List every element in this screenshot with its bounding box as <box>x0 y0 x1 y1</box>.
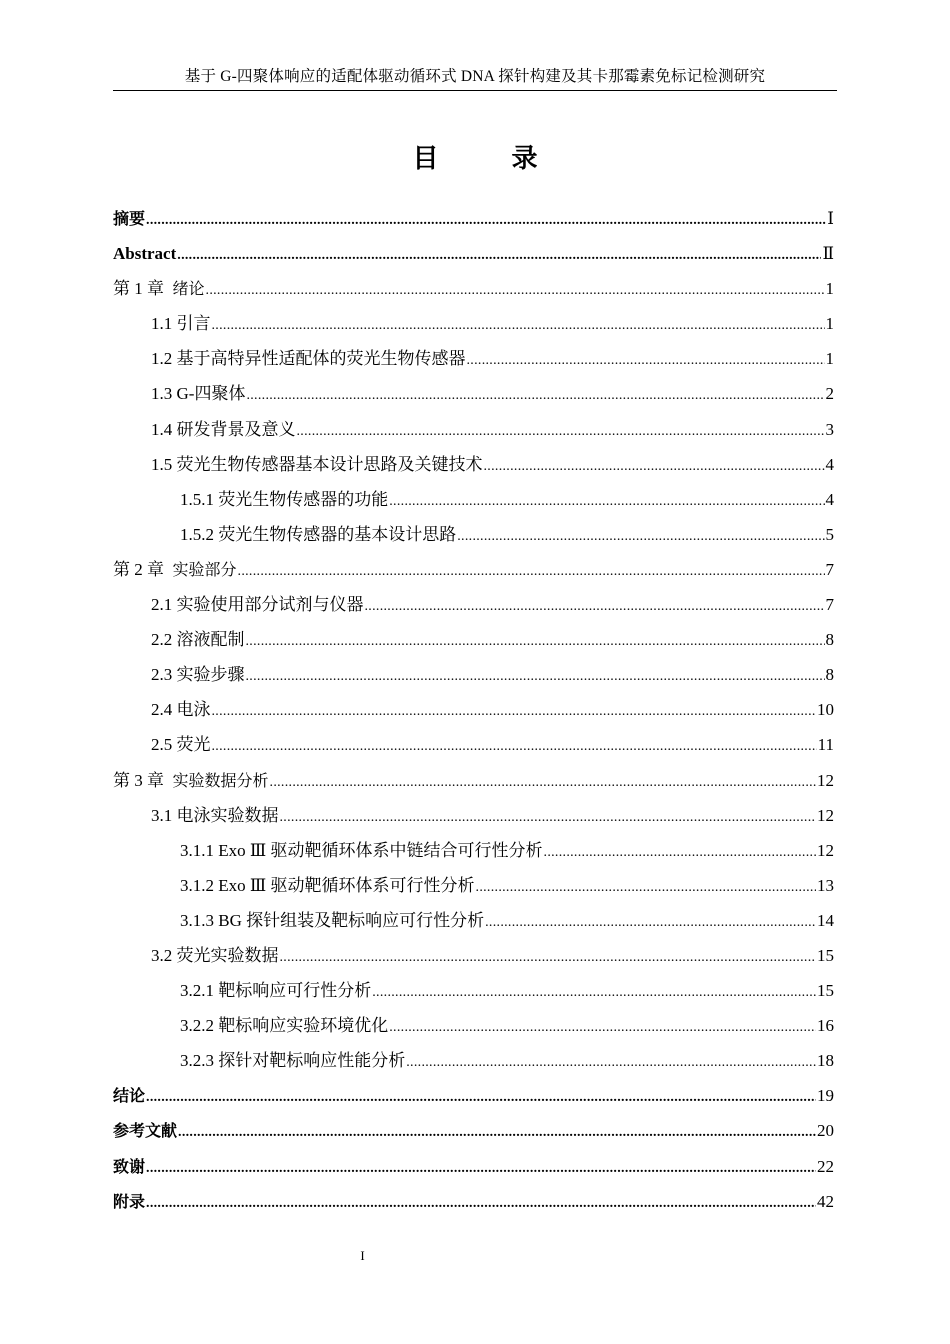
chapter-number: 第 2 章 <box>113 559 164 579</box>
dot-leader <box>406 1045 816 1080</box>
toc-entry-page: 4 <box>825 454 834 474</box>
toc-entry-label: 2.2 溶液配制 <box>151 630 245 650</box>
dot-leader <box>280 800 817 835</box>
header-rule <box>113 90 837 91</box>
chapter-number: 第 3 章 <box>113 770 164 790</box>
toc-entry-page: 3 <box>825 419 834 439</box>
toc-entry[interactable] <box>113 798 834 833</box>
dot-leader <box>372 975 816 1010</box>
toc-entry[interactable] <box>113 973 834 1008</box>
toc-entry[interactable] <box>113 1184 834 1219</box>
dot-leader <box>389 1010 816 1045</box>
dot-leader <box>544 835 816 870</box>
dot-leader <box>389 484 824 519</box>
toc-entry-page: 10 <box>817 700 834 720</box>
toc-entry-page: Ⅰ <box>827 209 834 228</box>
toc-entry-label: 1.5.2 荧光生物传感器的基本设计思路 <box>180 524 457 544</box>
toc-entry[interactable] <box>113 1043 834 1078</box>
toc-entry[interactable] <box>113 1008 834 1043</box>
toc-entry[interactable] <box>113 271 834 306</box>
toc-entry-page: 12 <box>817 840 834 860</box>
dot-leader <box>146 1080 816 1115</box>
toc-entry-label: 3.2.3 探针对靶标响应性能分析 <box>180 1051 406 1071</box>
dot-leader <box>177 238 821 273</box>
toc-entry-label: Abstract <box>113 244 177 264</box>
toc-entry-label: 摘要 <box>113 209 146 228</box>
toc-entry[interactable] <box>113 341 834 376</box>
dot-leader <box>246 659 825 694</box>
toc-entry-page: 7 <box>825 595 834 615</box>
toc-entry-label: 1.4 研发背景及意义 <box>151 419 296 439</box>
toc-entry-label: 附录 <box>113 1191 146 1211</box>
toc-entry-label: 3.1.3 BG 探针组装及靶标响应可行性分析 <box>180 910 485 930</box>
toc-entry[interactable] <box>113 692 834 727</box>
dot-leader <box>238 554 825 589</box>
toc-list <box>113 201 834 1219</box>
running-header: 基于 G-四聚体响应的适配体驱动循环式 DNA 探针构建及其卡那霉素免标记检测研究 <box>184 68 766 85</box>
toc-entry-label <box>113 271 205 306</box>
toc-entry[interactable] <box>113 447 834 482</box>
toc-entry-page: 12 <box>817 770 834 790</box>
toc-entry-label: 1.2 基于高特异性适配体的荧光生物传感器 <box>151 349 466 369</box>
toc-entry-label: 1.5.1 荧光生物传感器的功能 <box>180 489 389 509</box>
toc-entry-label <box>113 552 237 587</box>
toc-entry[interactable] <box>113 552 834 587</box>
toc-entry[interactable] <box>113 1113 834 1148</box>
toc-entry[interactable] <box>113 201 834 236</box>
dot-leader <box>178 1115 816 1150</box>
toc-entry-page: 1 <box>825 349 834 369</box>
dot-leader <box>476 870 816 905</box>
toc-entry-label: 2.4 电泳 <box>151 700 211 720</box>
toc-entry-page: 1 <box>825 314 834 334</box>
dot-leader <box>457 519 824 554</box>
toc-entry-page: 16 <box>817 1016 834 1036</box>
toc-entry[interactable] <box>113 868 834 903</box>
toc-entry-page: 11 <box>817 735 834 755</box>
toc-entry-page: 4 <box>825 489 834 509</box>
dot-leader <box>206 273 825 308</box>
toc-entry-page: 20 <box>817 1121 834 1141</box>
toc-entry-page: 19 <box>817 1086 834 1106</box>
toc-entry[interactable] <box>113 587 834 622</box>
toc-entry-label: 3.1 电泳实验数据 <box>151 805 279 825</box>
toc-entry-label: 1.5 荧光生物传感器基本设计思路及关键技术 <box>151 454 483 474</box>
toc-entry-label: 3.2.1 靶标响应可行性分析 <box>180 981 372 1001</box>
dot-leader <box>365 589 825 624</box>
toc-entry[interactable] <box>113 306 834 341</box>
dot-leader <box>212 308 825 343</box>
toc-entry-label: 3.2 荧光实验数据 <box>151 945 279 965</box>
toc-entry-label: 3.2.2 靶标响应实验环境优化 <box>180 1016 389 1036</box>
toc-entry-page: 22 <box>817 1156 834 1176</box>
toc-entry-page: 2 <box>825 384 834 404</box>
toc-entry[interactable] <box>113 1149 834 1184</box>
toc-entry[interactable] <box>113 657 834 692</box>
chapter-name: 实验数据分析 <box>172 770 269 790</box>
toc-entry[interactable] <box>113 763 834 798</box>
dot-leader <box>467 343 825 378</box>
chapter-name: 绪论 <box>172 279 205 299</box>
toc-entry[interactable] <box>113 833 834 868</box>
toc-entry-label: 参考文献 <box>113 1121 178 1141</box>
toc-entry-label: 致谢 <box>113 1156 146 1176</box>
toc-entry[interactable] <box>113 412 834 447</box>
toc-title: 目 录 <box>412 144 570 174</box>
toc-entry-page: 8 <box>825 630 834 650</box>
toc-entry[interactable] <box>113 622 834 657</box>
toc-entry-label: 3.1.2 Exo Ⅲ 驱动靶循环体系可行性分析 <box>180 875 475 895</box>
toc-entry-page: 18 <box>817 1051 834 1071</box>
toc-entry-page: 1 <box>825 279 834 299</box>
toc-entry-page: 13 <box>817 875 834 895</box>
page-number: I <box>360 1248 365 1263</box>
toc-entry-page: 42 <box>817 1191 834 1211</box>
dot-leader <box>146 203 826 238</box>
dot-leader <box>212 729 817 764</box>
dot-leader <box>246 378 824 413</box>
toc-entry-page: 7 <box>825 559 834 579</box>
dot-leader <box>146 1186 816 1221</box>
chapter-number: 第 1 章 <box>113 279 164 299</box>
toc-entry[interactable] <box>113 903 834 938</box>
toc-entry-label: 1.1 引言 <box>151 314 211 334</box>
toc-entry[interactable] <box>113 517 834 552</box>
toc-entry[interactable] <box>113 727 834 762</box>
toc-entry-page: 5 <box>825 524 834 544</box>
dot-leader <box>270 765 816 800</box>
dot-leader <box>146 1151 816 1186</box>
dot-leader <box>246 624 825 659</box>
toc-entry-label: 2.3 实验步骤 <box>151 665 245 685</box>
toc-entry[interactable] <box>113 236 834 271</box>
toc-entry[interactable] <box>113 1078 834 1113</box>
toc-entry-label: 1.3 G-四聚体 <box>151 384 246 404</box>
toc-entry-page: 12 <box>817 805 834 825</box>
dot-leader <box>280 940 817 975</box>
toc-entry-page: Ⅱ <box>822 244 834 264</box>
toc-entry[interactable] <box>113 482 834 517</box>
toc-entry-page: 15 <box>817 981 834 1001</box>
toc-entry-page: 8 <box>825 665 834 685</box>
toc-entry[interactable] <box>113 938 834 973</box>
toc-entry[interactable] <box>113 376 834 411</box>
toc-entry-page: 14 <box>817 910 834 930</box>
toc-entry-page: 15 <box>817 945 834 965</box>
toc-entry-label: 2.5 荧光 <box>151 735 211 755</box>
dot-leader <box>212 694 817 729</box>
dot-leader <box>297 414 825 449</box>
dot-leader <box>485 905 816 940</box>
toc-entry-label: 结论 <box>113 1086 146 1106</box>
dot-leader <box>484 449 825 484</box>
toc-entry-label: 2.1 实验使用部分试剂与仪器 <box>151 595 364 615</box>
toc-entry-label: 3.1.1 Exo Ⅲ 驱动靶循环体系中链结合可行性分析 <box>180 840 543 860</box>
toc-entry-label <box>113 763 269 798</box>
chapter-name: 实验部分 <box>172 559 237 579</box>
